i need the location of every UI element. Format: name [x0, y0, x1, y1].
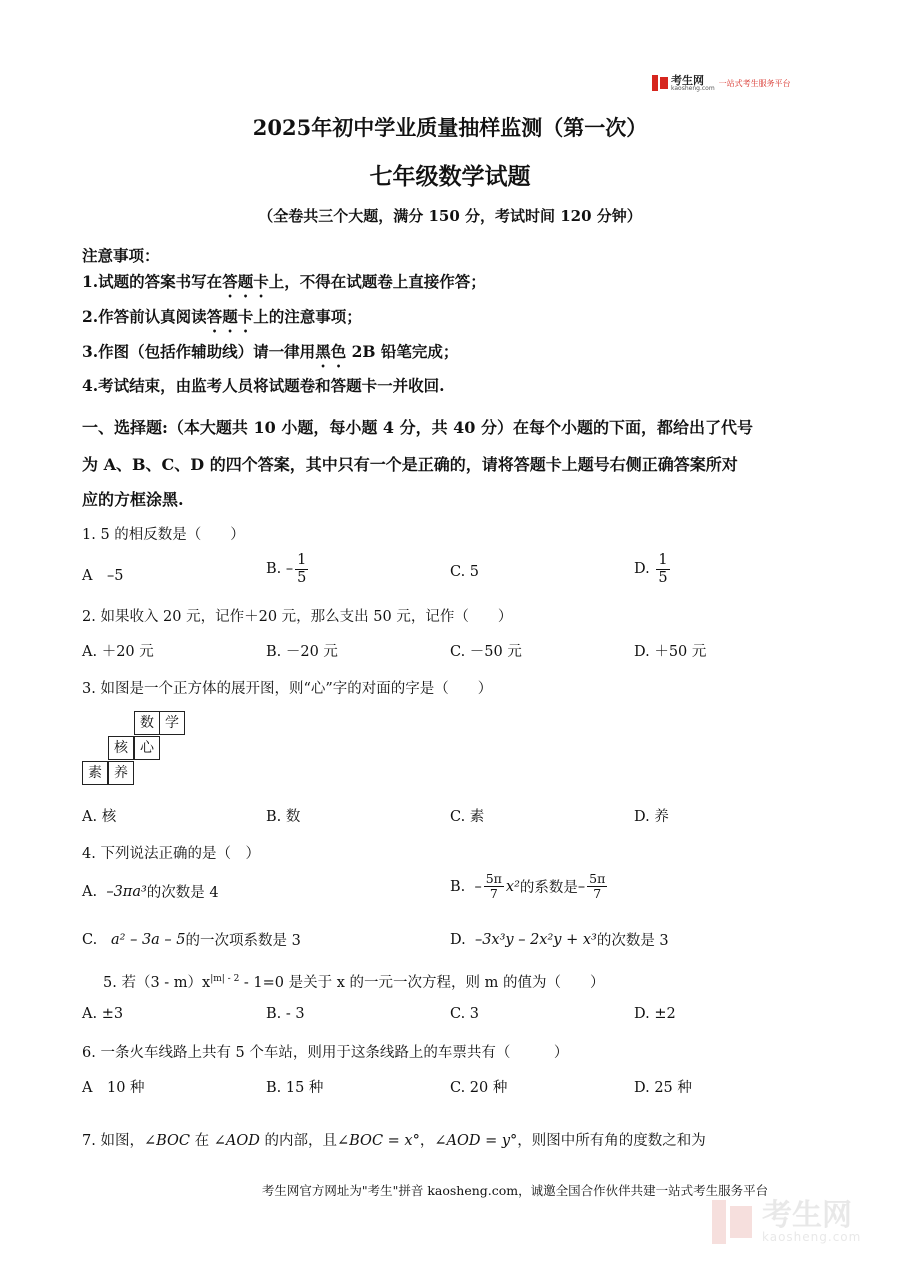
q4-b-fraction-1: [484, 872, 504, 902]
q4-b-var: x²: [505, 878, 520, 895]
page-footer: 考生网官方网址为"考生"拼音 kaosheng.com，诚邀全国合作伙伴共建一站式考生服务平台: [261, 1183, 769, 1198]
q4-option-c: [82, 929, 301, 950]
q4-d-label: D.: [450, 931, 466, 948]
q7-stem-a: 7. 如图，: [82, 1133, 144, 1149]
note-1: [82, 270, 486, 301]
q3-option-a: A. 核: [82, 809, 117, 825]
q1-b-denominator: 5: [297, 569, 307, 586]
q1-d-label: D.: [634, 561, 650, 578]
q4-d-text: 的次数是 3: [596, 933, 669, 949]
q4-b-num-1: 5π: [485, 871, 502, 886]
q4-b-fraction-2: [587, 872, 607, 902]
q4-c-label: C.: [82, 931, 98, 948]
logo-brand-name: 考生网: [671, 73, 704, 87]
note-3-part-c: 2B 铅笔完成；: [346, 342, 459, 361]
q4-option-d: [450, 929, 669, 950]
q7-angle-boc: ∠BOC: [143, 1133, 191, 1149]
q7-equation-2: ∠AOD = y°: [434, 1133, 518, 1149]
q4-c-text: 的一次项系数是 3: [185, 933, 301, 949]
logo-brand: [671, 75, 715, 92]
q3-option-d: D. 养: [634, 809, 669, 825]
logo-brand-url: kaosheng.com: [671, 84, 715, 92]
q3-option-b: B. 数: [266, 809, 301, 825]
note-2-answer-card: 答题卡: [206, 307, 254, 326]
q1-d-numerator: 1: [658, 552, 668, 568]
q4-b-den-2: 7: [593, 886, 602, 902]
section1-line2: 为 A、B、C、D 的四个答案，其中只有一个是正确的，请将答题卡上题号右侧正确答案所对: [82, 455, 738, 474]
watermark: [712, 1200, 861, 1244]
net-cell-xue: 学: [159, 711, 185, 735]
watermark-text: [762, 1198, 862, 1244]
q1-d-fraction: [656, 552, 669, 586]
q6-option-d: D. 25 种: [634, 1080, 692, 1096]
net-cell-xin: 心: [134, 736, 160, 760]
q5-exponent: |m| - 2: [210, 974, 240, 985]
q4-option-a: [82, 881, 219, 902]
exam-subject: 七年级数学试题: [369, 163, 531, 190]
q5-stem-b: - 1=0 是关于 x 的一元一次方程，则 m 的值为（ ）: [239, 975, 605, 991]
q1-option-c: C. 5: [450, 564, 480, 580]
q7-text-4: ，则图中所有角的度数之和为: [517, 1133, 706, 1149]
exam-title: 2025年初中学业质量抽样监测（第一次）: [252, 115, 648, 140]
q5-option-a: A. ±3: [82, 1006, 124, 1022]
net-cell-yang: 养: [108, 761, 134, 785]
note-2: [82, 305, 362, 336]
q7-stem: [82, 1129, 706, 1150]
note-4: 4.考试结束，由监考人员将试题卷和答题卡一并收回.: [82, 376, 445, 395]
q5-option-b: B. - 3: [266, 1006, 305, 1022]
q4-d-expr: –3x³y – 2x²y + x³: [474, 931, 597, 948]
q1-option-a: A –5: [82, 568, 124, 584]
q2-option-a: A. ＋20 元: [82, 644, 154, 660]
q6-stem: 6. 一条火车线路上共有 5 个车站，则用于这条线路上的车票共有（ ）: [82, 1045, 569, 1061]
q5-option-c: C. 3: [450, 1006, 480, 1022]
q7-text-1: 在: [190, 1133, 214, 1149]
note-1-answer-card: 答题卡: [222, 272, 269, 291]
q7-equation-1: ∠BOC = x°: [336, 1133, 420, 1149]
q4-b-text: 的系数是: [519, 880, 578, 897]
q2-option-c: C. －50 元: [450, 644, 522, 660]
q1-stem: 1. 5 的相反数是（ ）: [82, 527, 245, 543]
note-1-part-a: 1.试题的答案书写在: [82, 272, 223, 291]
q7-text-3: ，: [419, 1133, 435, 1149]
section1-line1: 一、选择题:（本大题共 10 小题，每小题 4 分，共 40 分）在每个小题的下面，都给出了代号: [82, 418, 753, 437]
q1-d-denominator: 5: [658, 569, 668, 586]
q4-a-expr: –3πa³: [106, 883, 147, 900]
header-logo: [652, 71, 822, 95]
watermark-url: kaosheng.com: [762, 1230, 862, 1244]
q4-a-label: A.: [82, 883, 98, 900]
q1-b-label: B.: [266, 561, 282, 578]
net-cell-shu: 数: [134, 711, 160, 735]
q4-b-den-1: 7: [489, 886, 498, 902]
q5-stem: [103, 971, 605, 992]
notes-heading: 注意事项：: [82, 246, 160, 265]
note-2-part-a: 2.作答前认真阅读: [82, 307, 207, 326]
note-3: [82, 340, 458, 371]
q1-b-fraction: [295, 552, 308, 586]
q3-stem: 3. 如图是一个正方体的展开图，则“心”字的对面的字是（ ）: [82, 681, 493, 697]
watermark-logo-icon: [712, 1200, 756, 1244]
q4-b-sign-2: –: [577, 878, 586, 895]
q4-option-b: [450, 872, 609, 902]
section1-line3: 应的方框涂黑.: [82, 490, 184, 509]
watermark-brand: 考生网: [762, 1198, 852, 1233]
q6-option-c: C. 20 种: [450, 1080, 508, 1096]
q5-option-d: D. ±2: [634, 1006, 676, 1022]
q1-b-numerator: 1: [297, 552, 307, 568]
q1-option-d: [634, 552, 672, 586]
net-cell-he: 核: [108, 736, 134, 760]
net-cell-su: 素: [82, 761, 108, 785]
logo-slogan: 一站式考生服务平台: [718, 78, 791, 88]
q4-b-num-2: 5π: [589, 871, 606, 886]
q4-c-expr: a² – 3a – 5: [111, 931, 186, 948]
exam-subtitle: （全卷共三个大题，满分 150 分，考试时间 120 分钟）: [258, 207, 642, 225]
note-3-part-a: 3.作图（包括作辅助线）请一律用: [82, 342, 316, 361]
q2-option-d: D. ＋50 元: [634, 644, 707, 660]
q6-option-b: B. 15 种: [266, 1080, 324, 1096]
q2-stem: 2. 如果收入 20 元，记作＋20 元，那么支出 50 元，记作（ ）: [82, 609, 513, 625]
q1-b-sign: –: [285, 561, 294, 578]
q4-b-label: B.: [450, 878, 466, 895]
kaosheng-logo-icon: [652, 75, 668, 91]
q2-option-b: B. －20 元: [266, 644, 338, 660]
q7-angle-aod: ∠AOD: [213, 1133, 260, 1149]
q4-stem: 4. 下列说法正确的是（ ）: [82, 846, 260, 862]
q5-stem-a: 5. 若（3 - m）x: [103, 975, 211, 991]
q3-cube-net: [82, 711, 192, 789]
note-2-part-c: 上的注意事项；: [253, 307, 362, 326]
note-3-black: 黑色: [315, 342, 347, 361]
q4-a-text: 的次数是 4: [146, 885, 219, 901]
q6-option-a: A 10 种: [82, 1080, 145, 1096]
q3-option-c: C. 素: [450, 809, 485, 825]
q7-text-2: 的内部，且: [259, 1133, 337, 1149]
note-1-part-c: 上，不得在试题卷上直接作答；: [268, 272, 486, 291]
q4-b-sign-1: –: [474, 878, 482, 895]
q1-option-b: [266, 552, 310, 586]
